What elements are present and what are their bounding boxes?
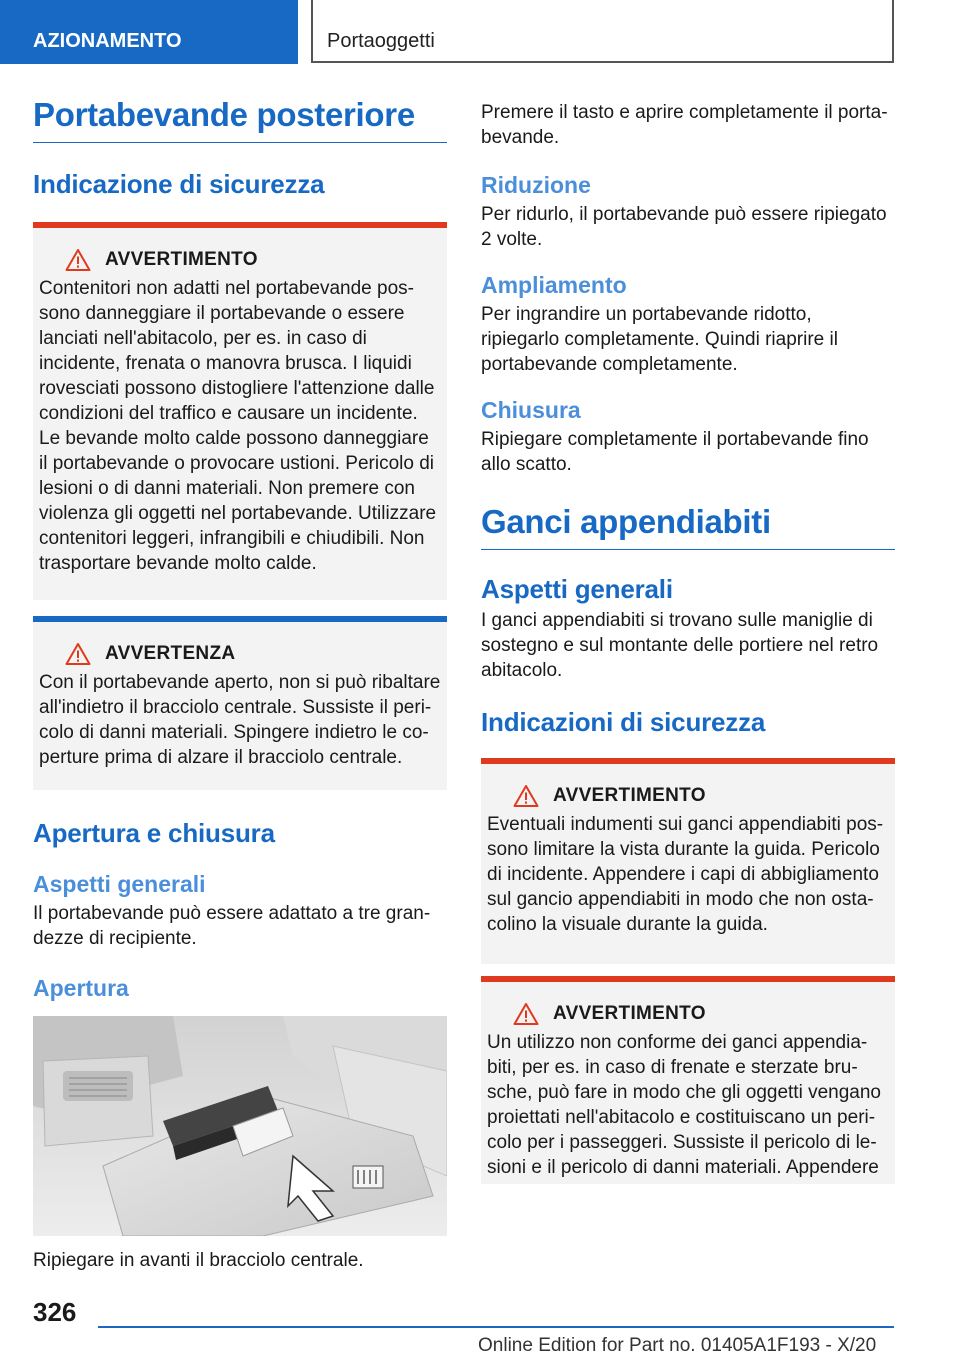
right-column [481,100,895,1184]
warning-box-3 [481,758,895,964]
armrest-photo [33,1016,447,1236]
warning-title-1 [65,248,441,272]
armrest-illustration [33,1016,447,1236]
photo-caption: Ripiegare in avanti il bracciolo centrale. [33,1250,364,1271]
section-label: AZIONAMENTO [33,30,182,52]
warning-label: AVVERTIMENTO [105,249,258,270]
closing-text: Ripiegare completamente il portabevande fino allo scatto. [481,429,869,475]
warning-text: Eventuali indumenti sui ganci appendiabiti possono limitare la vista durante la guida. Pericolo di incidente. Appendere i capi di abbigliamento sul gancio appendiabiti in modo che non ostacolino la visuale durante la guida. [487,814,884,935]
open-close-heading: Apertura e chiusura [33,818,275,848]
warning-triangle-icon [65,248,91,272]
hooks-general-heading: Aspetti generali [481,574,673,604]
warning-title-2 [65,642,441,666]
warning-label: AVVERTIMENTO [553,785,706,806]
hooks-general-text: I ganci appendiabiti si trovano sulle maniglie di sostegno e sul montante delle portiere nel retro abitacolo. [481,610,879,681]
warning-title-4 [513,1002,889,1026]
warning-title-3 [513,784,889,808]
footer-divider [98,1326,894,1328]
expansion-text: Per ingrandire un portabevande ridotto, ripiegarlo completamente. Quindi riaprire il portabevande completamente. [481,304,838,375]
page-title: Portabevande posteriore [33,96,447,143]
warning-triangle-icon [513,1002,539,1026]
warning-text: Un utilizzo non conforme dei ganci appendiabiti, per es. in caso di frenate e sterzate brusche, può fare in modo che gli oggetti vengano proiettati nell'abitacolo e costituiscano un pericolo per i passeggeri. Sussiste il pericolo di lesioni e il pericolo di danni materiali. Appendere [487,1032,881,1178]
warning-text: Con il portabevande aperto, non si può ribaltare all'indietro il bracciolo centrale. Sussiste il pericolo di danni materiali. Spingere indietro le coperture prima di alzare il bracciolo centrale. [39,672,441,768]
hooks-safety-heading: Indicazioni di sicurezza [481,707,766,737]
chapter-box [311,0,894,63]
opening-heading: Apertura [33,975,129,1001]
opening-text: Premere il tasto e aprire completamente il portabevande. [481,102,888,148]
warning-box-1 [33,222,447,600]
chapter-label: Portaoggetti [327,30,435,52]
hooks-title: Ganci appendiabiti [481,503,895,550]
closing-heading: Chiusura [481,397,581,423]
expansion-heading: Ampliamento [481,272,627,298]
reduction-text: Per ridurlo, il portabevande può essere ripiegato 2 volte. [481,204,887,250]
warning-label: AVVERTENZA [105,643,236,664]
warning-box-2 [33,616,447,790]
safety-heading: Indicazione di sicurezza [33,169,325,199]
page-number: 326 [33,1297,77,1327]
warning-label: AVVERTIMENTO [553,1003,706,1024]
warning-box-4 [481,976,895,1184]
edition-text: Online Edition for Part no. 01405A1F193 - X/20 [478,1335,877,1356]
warning-triangle-icon [65,642,91,666]
warning-triangle-icon [513,784,539,808]
warning-text: Contenitori non adatti nel portabevande possono danneggiare il portabevande o essere lanciati nell'abitacolo, per es. in caso di incidente, frenata o manovra brusca. I liquidi rovesciati possono distogliere l'attenzione dalle condizioni del traffico e causare un incidente. Le bevande molto calde possono danneggiare il portabevande o provocare ustioni. Pericolo di lesioni o di danni materiali. Non premere con violenza gli oggetti nel portabevande. Utilizzare contenitori leggeri, infrangibili e chiudibili. Non trasportare bevande molto calde. [39,278,437,574]
reduction-heading: Riduzione [481,172,591,198]
left-column [33,96,447,1273]
section-tab [0,0,298,64]
general-text: Il portabevande può essere adattato a tre grandezze di recipiente. [33,903,431,949]
general-heading: Aspetti generali [33,871,206,897]
